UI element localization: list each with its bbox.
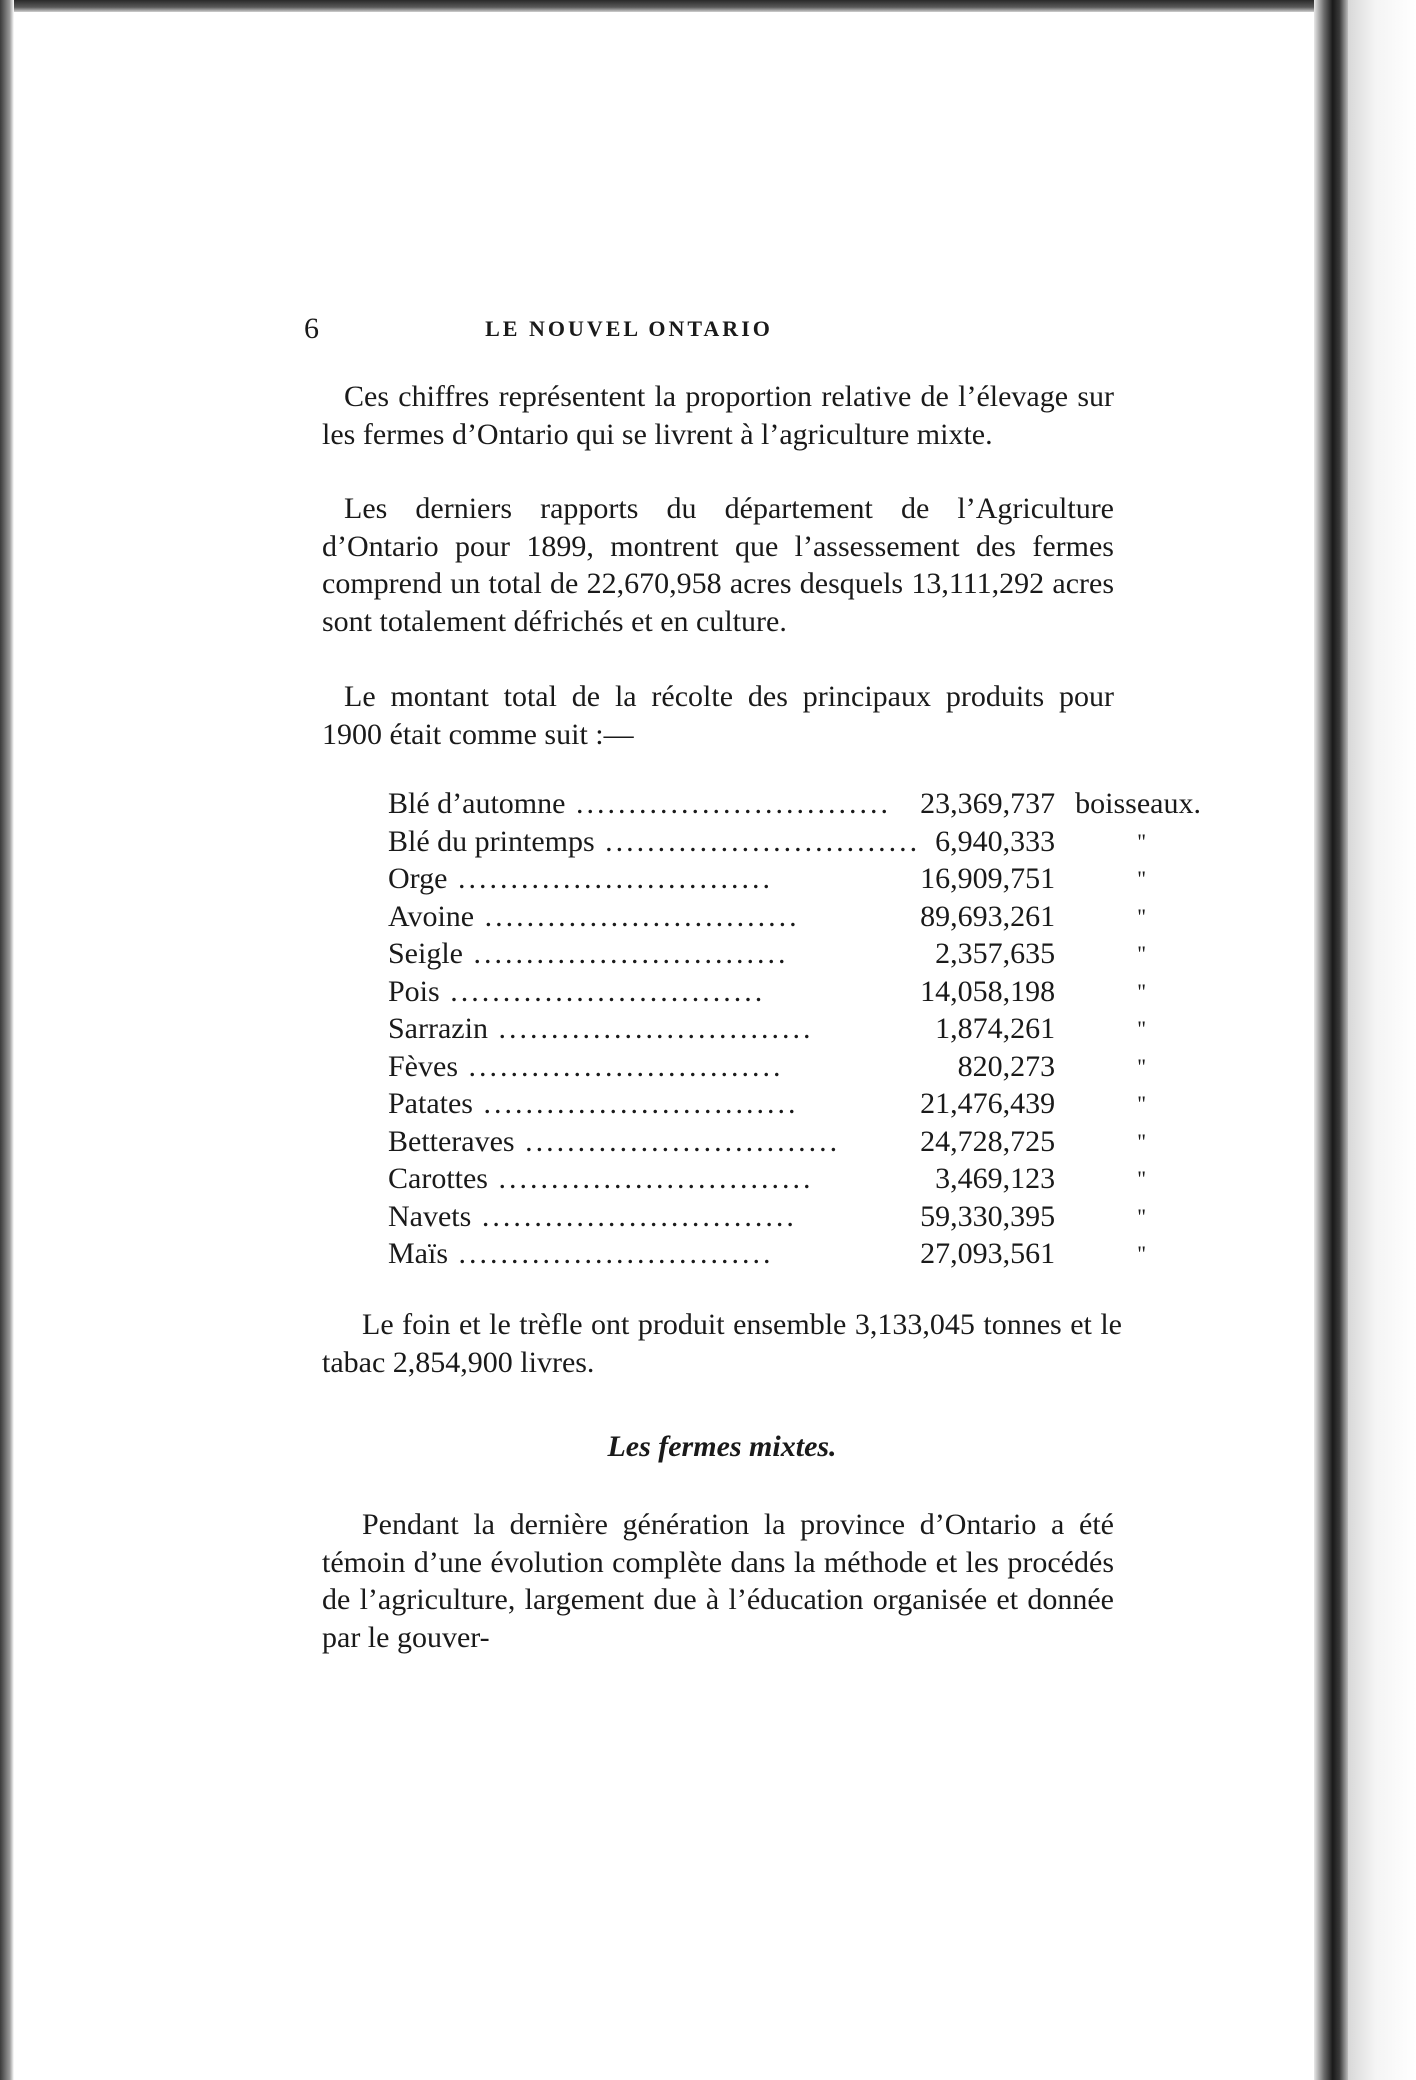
table-row	[388, 785, 1201, 823]
paragraph-hay-tobacco: Le foin et le trèfle ont produit ensemble 3,133,045 tonnes et le tabac 2,854,900 livres.	[322, 1308, 1122, 1379]
crop-name	[388, 1010, 920, 1048]
table-row	[388, 1160, 1201, 1198]
crop-name-label: Sarrazin	[388, 1012, 488, 1045]
crop-value: 59,330,395	[920, 1199, 1056, 1233]
table-row	[388, 898, 1201, 936]
crop-value: 14,058,198	[920, 974, 1056, 1008]
dot-leader: ..............................	[594, 824, 921, 858]
paragraph-livestock-proportion: Ces chiffres représentent la proportion relative de l’élevage sur les fermes d’Ontario qui se livrent à l’agriculture mixte.	[322, 380, 1114, 451]
paragraph-mixed-farms: Pendant la dernière génération la province d’Ontario a été témoin d’une évolution complète dans la méthode et les procédés de l’agriculture, largement due à l’éducation organisée et donnée par le gouver-	[322, 1508, 1114, 1654]
dot-leader: ..............................	[474, 899, 800, 933]
ditto-mark: "	[1137, 828, 1147, 854]
crop-value: 24,728,725	[920, 1124, 1056, 1158]
crop-value: 16,909,751	[920, 862, 1056, 895]
crop-name	[388, 1123, 920, 1161]
crop-name	[388, 1160, 920, 1198]
crop-name	[388, 898, 920, 936]
paragraph-harvest-intro: Le montant total de la récolte des principaux produits pour 1900 était comme suit :—	[322, 680, 1114, 751]
crop-name-label: Blé d’automne	[388, 787, 566, 820]
facing-page-edge	[1348, 0, 1416, 2080]
crop-name-label: Maïs	[388, 1237, 448, 1270]
dot-leader: ..............................	[448, 1237, 774, 1270]
crop-name-label: Seigle	[388, 937, 463, 970]
book-spine-shadow	[1314, 0, 1348, 2080]
dot-leader: ..............................	[472, 1087, 799, 1120]
crop-value: 3,469,123	[935, 1162, 1056, 1195]
paragraph-agriculture-reports: Les derniers rapports du département de l’Agriculture d’Ontario pour 1899, montrent que l’assessement des fermes comprend un total de 22,670,958 acres desquels 13,111,292 acres sont totalement défrichés et en culture.	[322, 492, 1114, 638]
ditto-mark: "	[1137, 1091, 1147, 1116]
table-row	[388, 973, 1201, 1011]
crop-value: 89,693,261	[920, 899, 1056, 933]
crop-name	[388, 973, 920, 1011]
crop-value: 1,874,261	[935, 1012, 1056, 1045]
crop-name	[388, 785, 920, 823]
crop-name-label: Carottes	[388, 1162, 488, 1195]
crop-value: 6,940,333	[935, 824, 1056, 858]
crop-name-label: Patates	[388, 1087, 473, 1120]
crop-value: 2,357,635	[935, 937, 1056, 970]
scan-left-edge	[0, 0, 14, 2080]
crop-value: 27,093,561	[920, 1237, 1056, 1270]
dot-leader: ..............................	[458, 1049, 784, 1083]
table-row	[388, 1085, 1201, 1123]
dot-leader: ..............................	[463, 937, 789, 970]
crop-value: 820,273	[957, 1049, 1056, 1083]
ditto-mark: "	[1137, 1016, 1147, 1041]
dot-leader: ..............................	[514, 1124, 841, 1158]
running-title: LE NOUVEL ONTARIO	[485, 316, 773, 341]
page-number: 6	[304, 312, 319, 345]
table-row	[388, 1198, 1201, 1236]
crop-harvest-table	[388, 785, 1201, 1273]
crop-name-label: Orge	[388, 862, 448, 895]
crop-name-label: Avoine	[388, 899, 475, 933]
ditto-mark: "	[1137, 1128, 1147, 1154]
table-row	[388, 1010, 1201, 1048]
table-row	[388, 1235, 1201, 1273]
table-row	[388, 860, 1201, 898]
dot-leader: ..............................	[447, 862, 773, 895]
crop-name-label: Navets	[388, 1199, 472, 1233]
crop-name-label: Pois	[388, 974, 440, 1008]
dot-leader: ..............................	[487, 1012, 814, 1045]
crop-unit: boisseaux.	[1075, 787, 1201, 820]
crop-name	[388, 1235, 920, 1273]
page-header	[304, 312, 954, 348]
crop-name	[388, 1085, 920, 1123]
scan-top-edge	[0, 0, 1416, 12]
crop-name-label: Blé du printemps	[388, 824, 595, 858]
crop-value: 23,369,737	[920, 787, 1056, 820]
crop-name	[388, 1048, 920, 1086]
crop-name-label: Betteraves	[388, 1124, 515, 1158]
ditto-mark: "	[1137, 1203, 1147, 1229]
dot-leader: ..............................	[471, 1199, 797, 1233]
ditto-mark: "	[1137, 866, 1147, 891]
ditto-mark: "	[1137, 1053, 1147, 1079]
ditto-mark: "	[1137, 978, 1147, 1004]
ditto-mark: "	[1137, 1166, 1147, 1191]
table-row	[388, 1048, 1201, 1086]
crop-name	[388, 1198, 920, 1236]
section-heading: Les fermes mixtes.	[607, 1430, 837, 1463]
table-row	[388, 823, 1201, 861]
dot-leader: ..............................	[439, 974, 766, 1008]
dot-leader: ..............................	[487, 1162, 814, 1195]
dot-leader: ..............................	[565, 787, 891, 820]
crop-name-label: Fèves	[388, 1049, 458, 1083]
ditto-mark: "	[1137, 903, 1147, 929]
table-row	[388, 935, 1201, 973]
crop-name	[388, 935, 920, 973]
ditto-mark: "	[1137, 1241, 1147, 1266]
crop-value: 21,476,439	[920, 1087, 1056, 1120]
crop-name	[388, 823, 920, 861]
crop-name	[388, 860, 920, 898]
table-row	[388, 1123, 1201, 1161]
ditto-mark: "	[1137, 941, 1147, 966]
